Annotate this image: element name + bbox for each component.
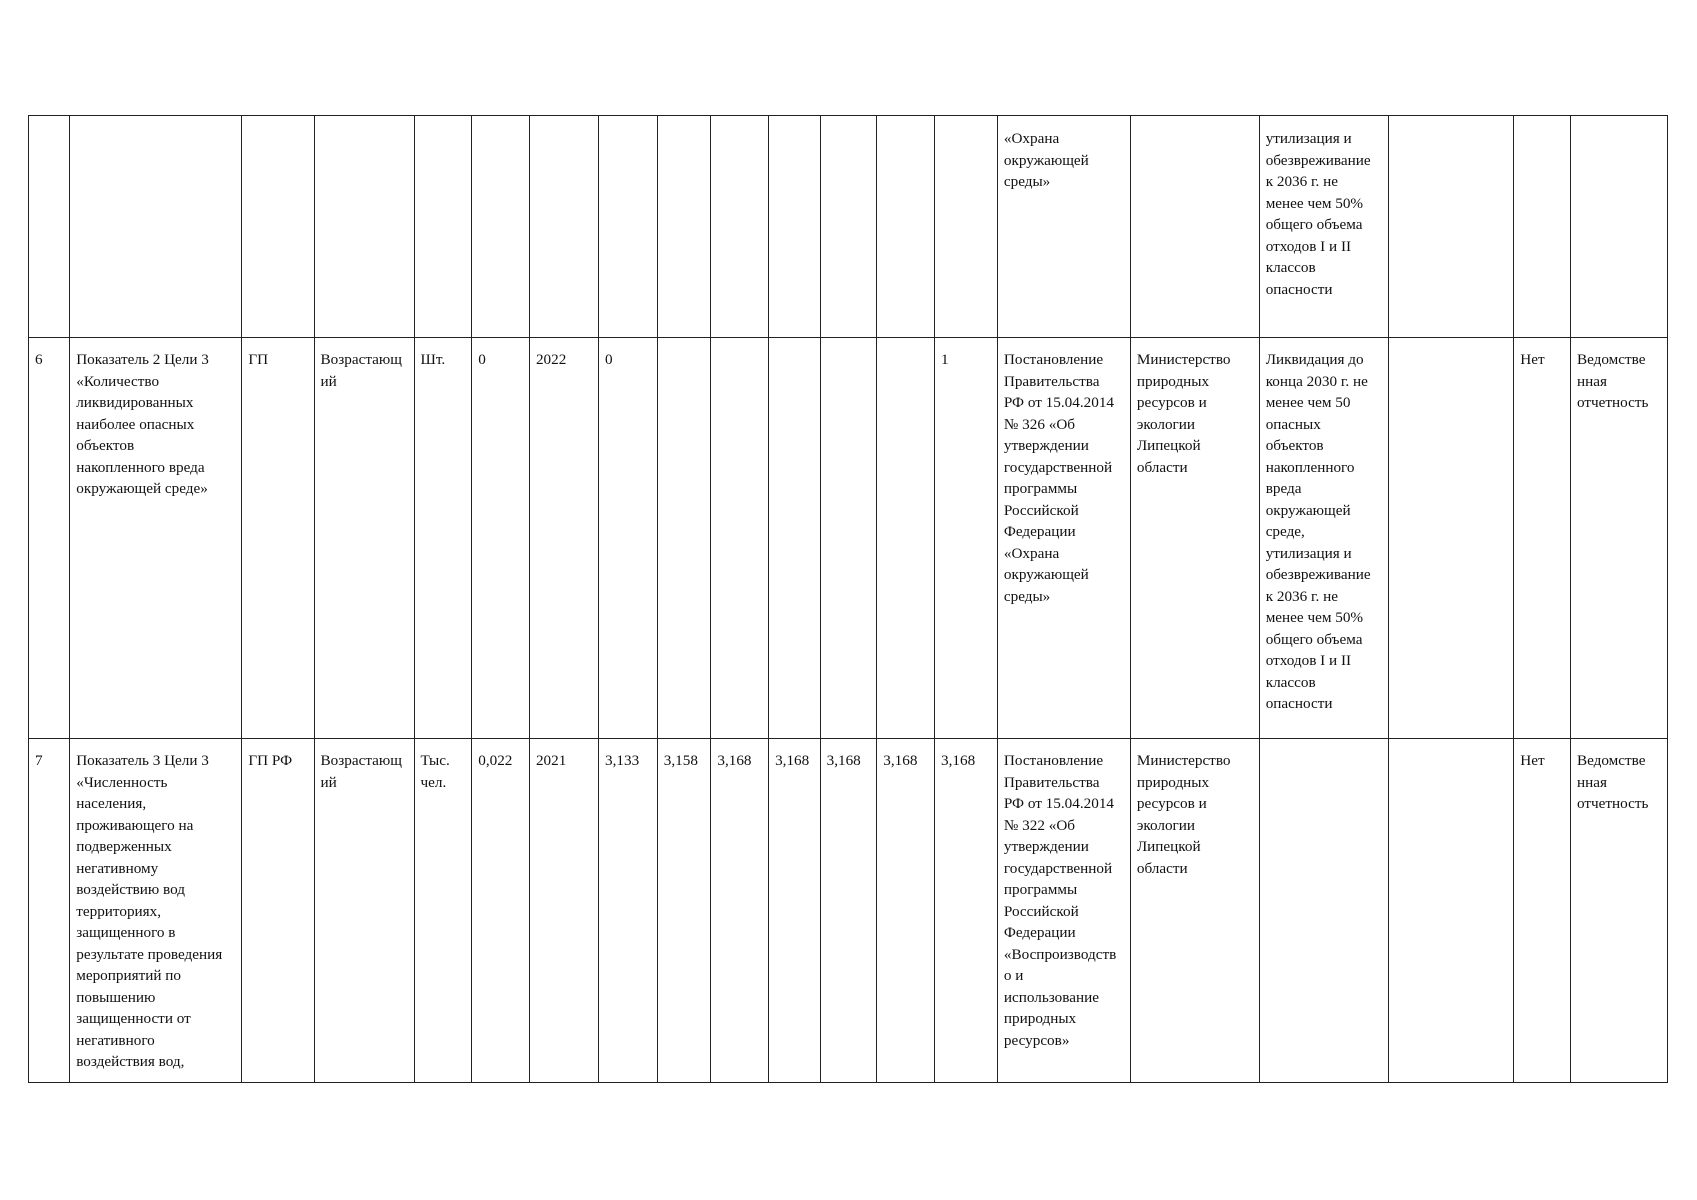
table-cell: Ликвидация до конца 2030 г. не менее чем 50 опасных объектов накопленного вреда окружающей среде, утилизация и обезвреживание к 2036 г. не менее чем 50% общего объема отходов I и II классов опасности [1259, 338, 1388, 739]
table-cell: Постановление Правительства РФ от 15.04.2014 № 326 «Об утверждении государственной программы Российской Федерации «Охрана окружающей среды» [997, 338, 1130, 739]
table-cell [242, 116, 314, 338]
table-cell: Постановление Правительства РФ от 15.04.2014 № 322 «Об утверждении государственной программы Российской Федерации «Воспроизводств о и использование природных ресурсов» [997, 739, 1130, 1083]
table-cell [529, 116, 598, 338]
table-cell: Ведомстве нная отчетность [1570, 338, 1667, 739]
table-cell: Министерство природных ресурсов и экологии Липецкой области [1130, 338, 1259, 739]
table-cell [314, 116, 414, 338]
table-cell [29, 116, 70, 338]
table-cell [820, 116, 877, 338]
table-cell [935, 116, 998, 338]
table-cell [877, 116, 935, 338]
table-cell [414, 116, 472, 338]
table-cell: Возрастающ ий [314, 338, 414, 739]
table-cell: 3,168 [769, 739, 821, 1083]
table-cell [877, 338, 935, 739]
table-cell: Возрастающ ий [314, 739, 414, 1083]
table-cell [769, 338, 821, 739]
table-cell: 3,168 [820, 739, 877, 1083]
indicators-table [28, 115, 1668, 1083]
table-body [29, 116, 1668, 1083]
table-cell [1514, 116, 1571, 338]
table-cell [820, 338, 877, 739]
table-cell [472, 116, 530, 338]
table-cell: 3,168 [711, 739, 769, 1083]
table-cell: 0 [472, 338, 530, 739]
table-cell: 3,133 [599, 739, 658, 1083]
table-cell [769, 116, 821, 338]
table-cell: 3,168 [877, 739, 935, 1083]
table-cell: 0 [599, 338, 658, 739]
table-cell: «Охрана окружающей среды» [997, 116, 1130, 338]
table-cell: Министерство природных ресурсов и экологии Липецкой области [1130, 739, 1259, 1083]
table-cell [1388, 116, 1514, 338]
table-cell [711, 116, 769, 338]
table-row [29, 739, 1668, 1083]
table-cell: 2022 [529, 338, 598, 739]
table-cell [70, 116, 242, 338]
table-cell: 6 [29, 338, 70, 739]
table-row [29, 338, 1668, 739]
table-cell: Тыс. чел. [414, 739, 472, 1083]
table-cell: 2021 [529, 739, 598, 1083]
table-cell [657, 116, 711, 338]
table-cell [1388, 338, 1514, 739]
table-cell: 7 [29, 739, 70, 1083]
table-cell: утилизация и обезвреживание к 2036 г. не менее чем 50% общего объема отходов I и II классов опасности [1259, 116, 1388, 338]
table-cell: ГП [242, 338, 314, 739]
table-cell: 0,022 [472, 739, 530, 1083]
table-cell: Нет [1514, 338, 1571, 739]
table-cell: Показатель 3 Цели 3 «Численность населения, проживающего на подверженных негативному воздействию вод территориях, защищенного в результате проведения мероприятий по повышению защищенности от негативного воздействия вод, [70, 739, 242, 1083]
table-row [29, 116, 1668, 338]
table-cell: ГП РФ [242, 739, 314, 1083]
table-cell: Нет [1514, 739, 1571, 1083]
table-cell: 3,168 [935, 739, 998, 1083]
table-cell: Ведомстве нная отчетность [1570, 739, 1667, 1083]
table-cell [1130, 116, 1259, 338]
table-cell: 1 [935, 338, 998, 739]
table-cell [599, 116, 658, 338]
table-cell [1388, 739, 1514, 1083]
table-cell: 3,158 [657, 739, 711, 1083]
table-cell: Шт. [414, 338, 472, 739]
table-cell [711, 338, 769, 739]
table-cell [657, 338, 711, 739]
table-cell: Показатель 2 Цели 3 «Количество ликвидированных наиболее опасных объектов накопленного вреда окружающей среде» [70, 338, 242, 739]
table-cell [1570, 116, 1667, 338]
table-cell [1259, 739, 1388, 1083]
